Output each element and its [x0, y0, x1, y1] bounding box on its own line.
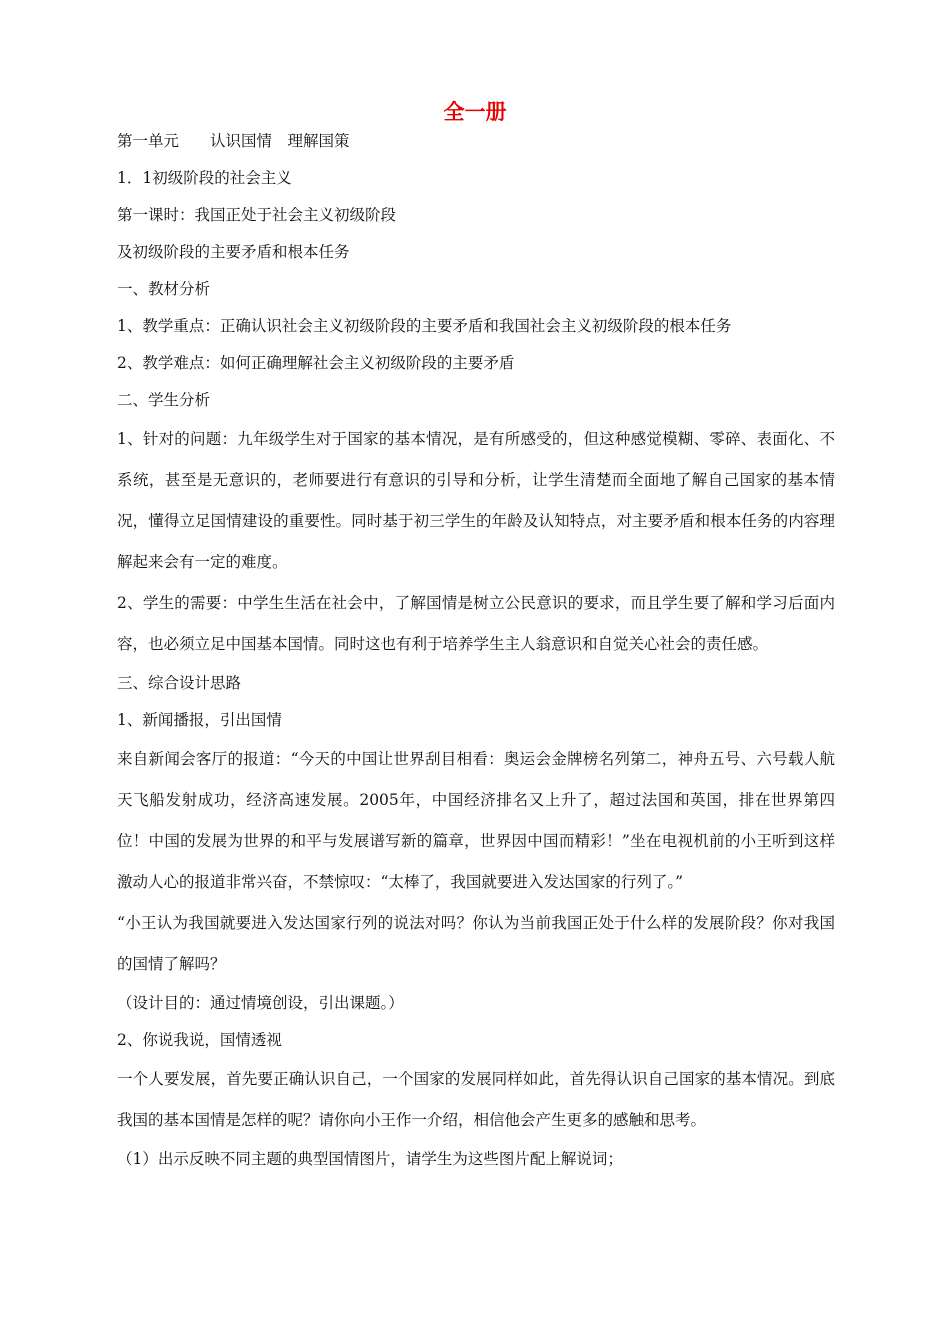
student-problem-paragraph: 1、针对的问题：九年级学生对于国家的基本情况，是有所感受的，但这种感觉模糊、零碎、表面化、不系统，甚至是无意识的，老师要进行有意识的引导和分析，让学生清楚而全面地了解自己国家的基本情况，懂得立足国情建设的重要性。同时基于初三学生的年龄及认知特点，对主要矛盾和根本任务的内容理解起来会有一定的难度。: [117, 430, 835, 571]
heading-student-analysis: 二、学生分析: [117, 391, 211, 409]
lesson-heading-line1: 第一课时：我国正处于社会主义初级阶段: [117, 206, 397, 224]
step-national-conditions: 2、你说我说，国情透视: [117, 1031, 282, 1049]
teaching-difficulty: 2、教学难点：如何正确理解社会主义初级阶段的主要矛盾: [117, 354, 515, 372]
picture-activity: （1）出示反映不同主题的典型国情图片，请学生为这些图片配上解说词；: [117, 1150, 623, 1168]
document-body: [117, 123, 835, 1178]
lesson-heading-line2: 及初级阶段的主要矛盾和根本任务: [117, 243, 350, 261]
design-purpose: （设计目的：通过情境创设，引出课题。）: [117, 994, 404, 1012]
step-news-broadcast: 1、新闻播报，引出国情: [117, 711, 282, 729]
student-needs-paragraph: 2、学生的需要：中学生生活在社会中，了解国情是树立公民意识的要求，而且学生要了解和学习后面内容，也必须立足中国基本国情。同时这也有利于培养学生主人翁意识和自觉关心社会的责任感。: [117, 594, 835, 653]
heading-design-ideas: 三、综合设计思路: [117, 674, 242, 692]
section-heading: 1．1初级阶段的社会主义: [117, 169, 292, 187]
question-paragraph: “小王认为我国就要进入发达国家行列的说法对吗？你认为当前我国正处于什么样的发展阶段？你对我国的国情了解吗？: [117, 914, 835, 973]
document-title: 全一册: [443, 100, 507, 124]
unit-heading: 第一单元 认识国情 理解国策: [117, 132, 350, 150]
news-report-paragraph: 来自新闻会客厅的报道：“今天的中国让世界刮目相看：奥运会金牌榜名列第二，神舟五号、六号载人航天飞船发射成功，经济高速发展。2005年，中国经济排名又上升了，超过法国和英国，排在世界第四位！中国的发展为世界的和平与发展谱写新的篇章，世界因中国而精彩！”坐在电视机前的小王听到这样激动人心的报道非常兴奋，不禁惊叹：“太棒了，我国就要进入发达国家的行列了。”: [117, 750, 835, 891]
heading-textbook-analysis: 一、教材分析: [117, 280, 211, 298]
self-knowledge-paragraph: 一个人要发展，首先要正确认识自己，一个国家的发展同样如此，首先得认识自己国家的基本情况。到底我国的基本国情是怎样的呢？请你向小王作一介绍，相信他会产生更多的感触和思考。: [117, 1070, 835, 1129]
teaching-focus: 1、教学重点：正确认识社会主义初级阶段的主要矛盾和我国社会主义初级阶段的根本任务: [117, 317, 732, 335]
